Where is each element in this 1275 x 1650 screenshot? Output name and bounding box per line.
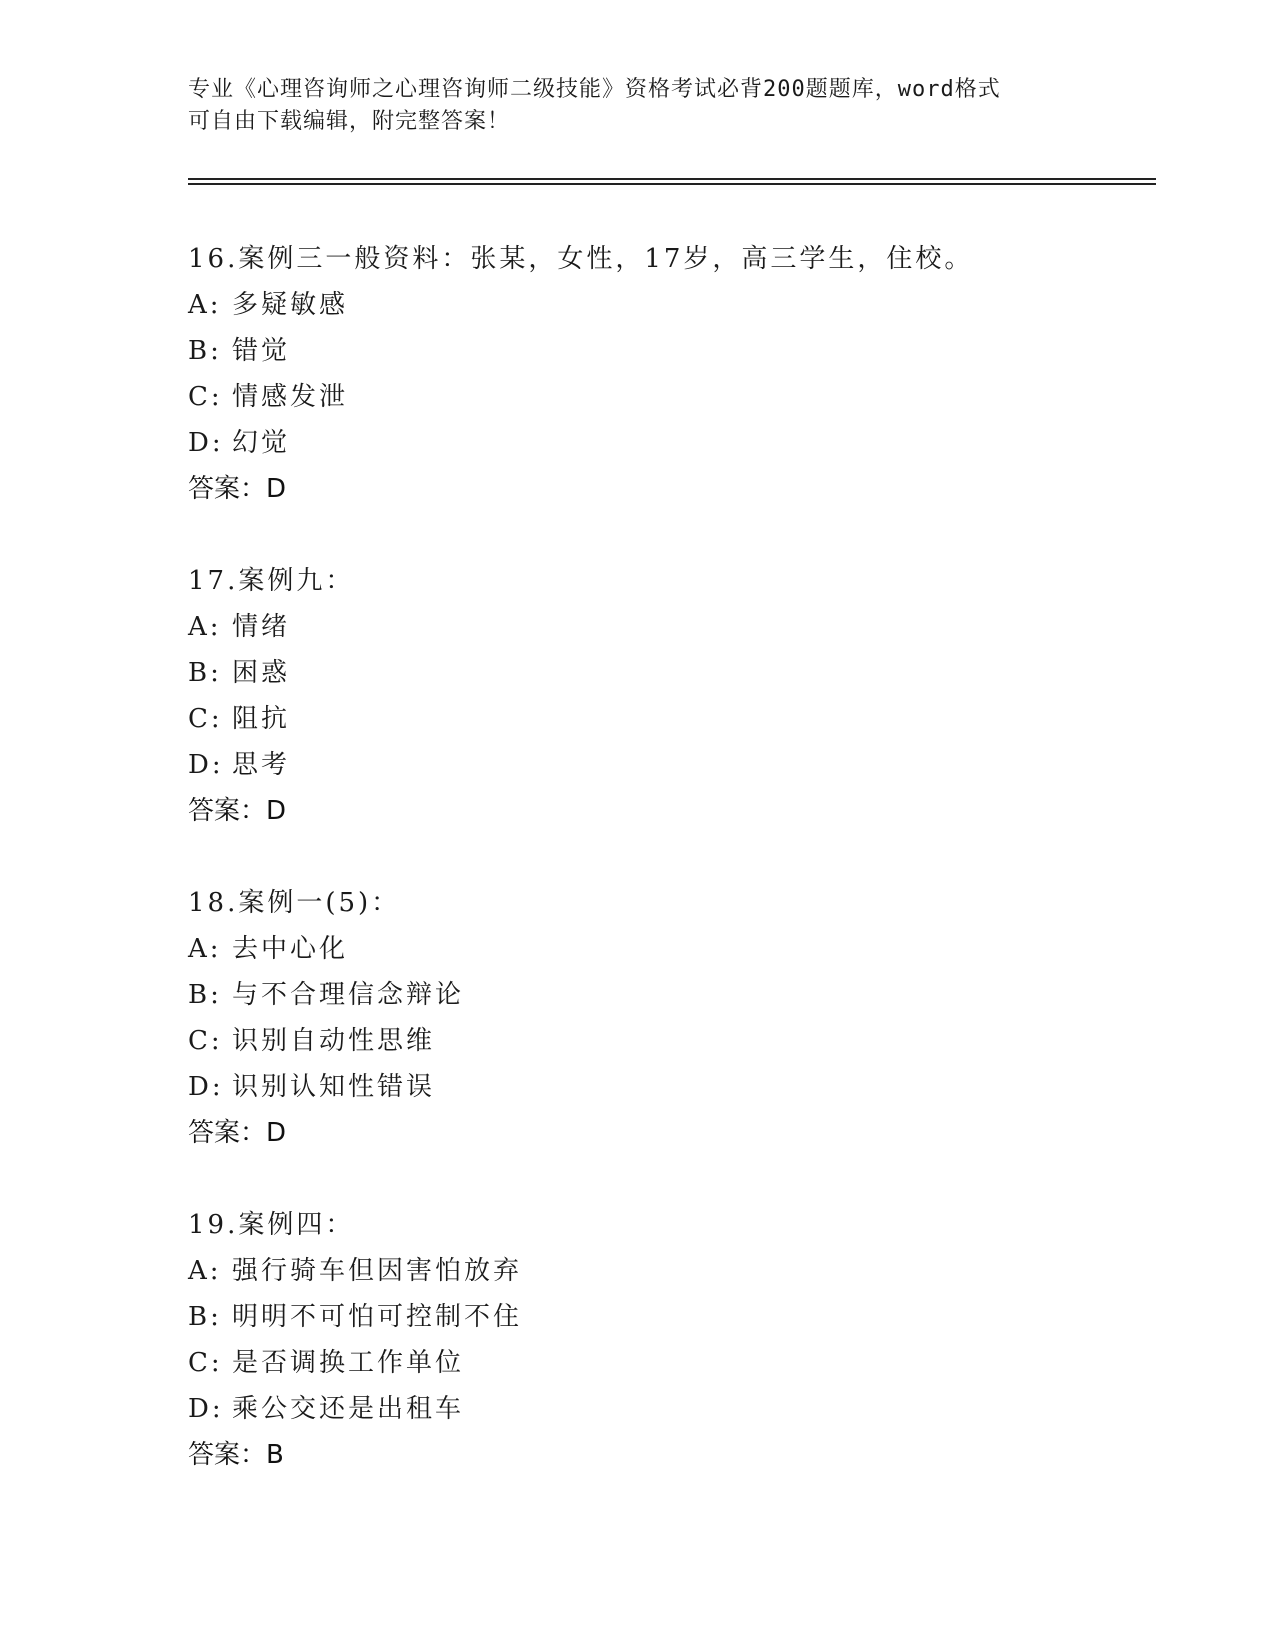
- option-text: 思考: [232, 750, 291, 780]
- question-stem: 16.案例三一般资料：张某，女性，17岁，高三学生，住校。: [188, 244, 974, 274]
- option-key: A:: [188, 290, 222, 320]
- option-d: [188, 1386, 1148, 1432]
- option-text: 乘公交还是出租车: [232, 1394, 465, 1424]
- answer-line: 答案：D: [188, 796, 287, 826]
- option-key: D:: [188, 428, 224, 458]
- question-stem: 19.案例四：: [188, 1210, 355, 1240]
- header-line-1: 专业《心理咨询师之心理咨询师二级技能》资格考试必背200题题库，word格式: [188, 77, 1001, 102]
- answer-line: 答案：B: [188, 1440, 284, 1470]
- option-d: [188, 420, 1148, 466]
- question-19: [188, 1202, 1148, 1478]
- question-list: [188, 236, 1148, 1524]
- option-text: 是否调换工作单位: [232, 1348, 465, 1378]
- option-b: [188, 1294, 1148, 1340]
- option-key: A:: [188, 612, 222, 642]
- option-text: 困惑: [232, 658, 291, 688]
- answer-line: 答案：D: [188, 474, 287, 504]
- option-text: 识别认知性错误: [232, 1072, 436, 1102]
- option-a: [188, 1248, 1148, 1294]
- option-text: 错觉: [232, 336, 291, 366]
- option-b: [188, 328, 1148, 374]
- option-key: B:: [188, 658, 222, 688]
- option-key: C:: [188, 704, 223, 734]
- option-b: [188, 650, 1148, 696]
- option-text: 多疑敏感: [232, 290, 349, 320]
- option-key: B:: [188, 980, 222, 1010]
- header-line-2: 可自由下载编辑，附完整答案！: [188, 109, 511, 134]
- option-key: C:: [188, 1026, 223, 1056]
- option-key: D:: [188, 1072, 224, 1102]
- question-17: [188, 558, 1148, 834]
- option-text: 识别自动性思维: [232, 1026, 436, 1056]
- option-text: 去中心化: [232, 934, 349, 964]
- document-header: [188, 74, 1088, 138]
- question-16: [188, 236, 1148, 512]
- question-stem: 17.案例九：: [188, 566, 355, 596]
- option-key: A:: [188, 934, 222, 964]
- question-18: [188, 880, 1148, 1156]
- option-key: B:: [188, 1302, 222, 1332]
- option-key: D:: [188, 750, 224, 780]
- option-c: [188, 374, 1148, 420]
- option-text: 情绪: [232, 612, 291, 642]
- option-a: [188, 926, 1148, 972]
- option-text: 情感发泄: [232, 382, 349, 412]
- option-key: C:: [188, 1348, 223, 1378]
- option-d: [188, 742, 1148, 788]
- header-divider-top: [188, 178, 1156, 180]
- option-text: 与不合理信念辩论: [232, 980, 465, 1010]
- option-a: [188, 282, 1148, 328]
- option-key: C:: [188, 382, 223, 412]
- option-a: [188, 604, 1148, 650]
- header-divider-bottom: [188, 183, 1156, 185]
- option-c: [188, 1018, 1148, 1064]
- option-text: 明明不可怕可控制不住: [232, 1302, 523, 1332]
- option-text: 强行骑车但因害怕放弃: [232, 1256, 523, 1286]
- option-key: A:: [188, 1256, 222, 1286]
- option-text: 阻抗: [232, 704, 291, 734]
- option-d: [188, 1064, 1148, 1110]
- option-c: [188, 1340, 1148, 1386]
- option-text: 幻觉: [232, 428, 291, 458]
- option-key: D:: [188, 1394, 224, 1424]
- option-b: [188, 972, 1148, 1018]
- option-key: B:: [188, 336, 222, 366]
- option-c: [188, 696, 1148, 742]
- question-stem: 18.案例一(5)：: [188, 888, 401, 918]
- answer-line: 答案：D: [188, 1118, 287, 1148]
